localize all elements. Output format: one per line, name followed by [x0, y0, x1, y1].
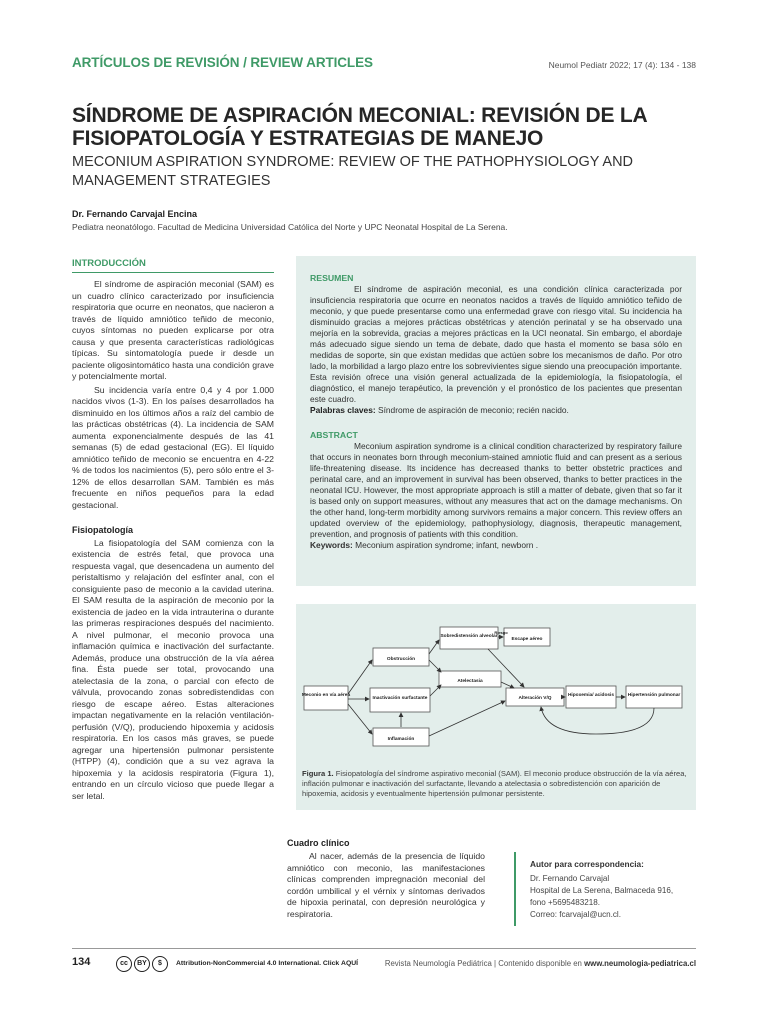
resumen-body: El síndrome de aspiración meconial, es una condición clínica caracterizada por insuficiencia respiratoria que ocurre en neonatos nacidos a través de líquido amniótico teñido de meconio, y que puede presentarse como una enfermedad grave con riesgo vital. Su incidencia ha disminuido gracias a mejores prácticas obstétricas y atención perinatal y se ha observado una mejoría en la sobrevida, gracias a mejores prácticas en la UCI neonatal. Sin embargo, el abordaje más adecuado sigue siendo un tema de debate, dado que hasta el momento se basa sólo en medidas de soporte, sin que existan medidas que actúen sobre los mecanismos de daño. Por otro lado, la morbilidad a largo plazo entre los sobrevivientes sigue siendo una preocupación importante. Esta revisión ofrece una visión general actualizada de la epidemiología, la fisiopatología, el diagnóstico, el manejo terapéutico, la prevención y el pronóstico de los pacientes que presentan este cuadro. — [310, 284, 682, 404]
correspondence-name: Dr. Fernando Carvajal — [530, 874, 610, 883]
label-obstruccion: Obstrucción — [386, 657, 416, 662]
author-name: Dr. Fernando Carvajal Encina — [72, 209, 198, 219]
journal-footer — [385, 959, 696, 968]
author-affiliation: Pediatra neonatólogo. Facultad de Medicina Universidad Católica del Norte y UPC Neonatal Hospital de La Serena. — [72, 222, 508, 232]
arrow-inactivacion-atelectasia — [430, 685, 441, 696]
correspondence-phone: fono +5695483218. — [530, 898, 600, 907]
correspondence-address: Hospital de La Serena, Balmaceda 916, — [530, 886, 674, 895]
intro-paragraph-1: El síndrome de aspiración meconial (SAM) es un cuadro clínico caracterizado por insuficiencia respiratoria que ocurre en neonatos, que nacieron a través de líquido amniótico teñido de meconio, cuyos síntomas no pueden explicarse por otra causa y que presenta características radiológicas típicas. Su sintomatología puede ir desde un paciente oligosintomático hasta una condición grave y potencialmente mortal. — [72, 279, 274, 381]
correspondence-email[interactable]: Correo: fcarvajal@ucn.cl. — [530, 910, 621, 919]
article-title-en: MECONIUM ASPIRATION SYNDROME: REVIEW OF THE PATHOPHYSIOLOGY AND MANAGEMENT STRATEGIES — [72, 154, 634, 189]
label-atelectasia: Atelectasia — [457, 679, 483, 684]
cc-nc-icon: $ — [152, 956, 168, 972]
label-sobredistension: Sobredistensión alveolar — [440, 634, 498, 639]
arrow-hipertension-loop — [541, 707, 654, 734]
cuadro-clinico-heading: Cuadro clínico — [287, 838, 350, 848]
intro-heading: INTRODUCCIÓN — [72, 258, 146, 269]
intro-divider — [72, 272, 274, 273]
cuadro-clinico-paragraph: Al nacer, además de la presencia de líquido amniótico con meconio, las manifestaciones clínicas comprenden impregnación meconial del cordón umbilical y el vérnix y síntomas derivados de hipoxia perinatal, con depresión neurológica y respiratoria. — [287, 851, 485, 919]
cc-license-icons — [116, 956, 168, 972]
resumen-keywords-text: Síndrome de aspiración de meconio; recién nacido. — [377, 405, 569, 415]
label-inactivacion: Inactivación surfactante — [372, 696, 428, 701]
left-column — [72, 279, 274, 802]
arrow-obstruccion-atelectasia — [429, 660, 441, 672]
footer-divider — [72, 948, 696, 949]
journal-url-link[interactable]: www.neumologia-pediatrica.cl — [584, 959, 696, 968]
article-title-es: SÍNDROME DE ASPIRACIÓN MECONIAL: REVISIÓN DE LA FISIOPATOLOGÍA Y ESTRATEGIAS DE MANEJO — [72, 104, 647, 150]
cc-by-icon: BY — [134, 956, 150, 972]
correspondence-box — [514, 852, 696, 926]
label-alteracion: Alteración V/Q — [518, 696, 552, 701]
label-hipoxemia: Hipoxemia/ acidosis — [567, 693, 615, 698]
fisiopatologia-heading: Fisiopatología — [72, 525, 134, 535]
abstract-keywords-text: Meconium aspiration syndrome; infant, newborn . — [355, 540, 539, 550]
arrow-obstruccion-sobredistension — [429, 640, 439, 654]
abstract-keywords-label: Keywords: — [310, 540, 353, 550]
node-meconio — [304, 686, 348, 710]
resumen-heading: RESUMEN — [310, 273, 354, 283]
figure-1-caption — [302, 769, 688, 799]
correspondence-heading: Autor para correspondencia: — [530, 859, 644, 869]
journal-citation: Neumol Pediatr 2022; 17 (4): 134 - 138 — [548, 60, 696, 70]
license-text — [176, 960, 358, 967]
arrow-inflamacion-alteracion — [429, 701, 505, 736]
section-tag: ARTÍCULOS DE REVISIÓN / REVIEW ARTICLES — [72, 55, 373, 70]
label-escape: Escape aéreo — [511, 637, 543, 642]
intro-paragraph-2: Su incidencia varía entre 0,4 y 4 por 1.000 nacidos vivos (1-3). En los países desarrollados ha disminuido en los últimos años a raíz del cambio de las prácticas obstétricas (4). La incidencia de SAM aumenta exponencialmente después de las 41 semanas (5) de edad gestacional (EG). El líquido amniótico teñido de meconio se encuentra en 4-22 % de todos los nacimientos (5), pero sólo entre el 3-12% de ellos desarrollan SAM. También es más frecuente en niños pequeños para la edad gestacional. — [72, 384, 274, 510]
fisiopatologia-paragraph: La fisiopatología del SAM comienza con la existencia de estrés fetal, que provoca una respuesta vagal, que desencadena un aumento del peristaltismo y relajación del esfínter anal, con el consiguiente paso de meconio a la cavidad uterina. El SAM resulta de la aspiración de meconio por la existencia de jadeo en la vida intrauterina o durante las primeras respiraciones después del nacimiento. A nivel pulmonar, el meconio provoca una inflamación química e inactivación del surfactante. Además, produce una obstrucción de la vía aérea fina. Ésta puede ser total, provocando una atelectasia de la zona, o parcial con efecto de válvula, provocando zonas sobredistendidas con riesgo de escape aéreo. Estas alteraciones impactan negativamente en la relación ventilación-perfusión (V/Q), produciendo hipoxemia y acidosis respiratoria. En los casos más graves, se puede agregar una hipertensión pulmonar persistente (HTPP) (4), condición que a su vez agrava la hipoxemia y la acidosis respiratoria (Figura 1), entrando en un círculo vicioso que puede llegar a ser letal. — [72, 537, 274, 801]
resumen-keywords — [310, 405, 682, 416]
abstract-panel — [296, 256, 696, 586]
license-label: Attribution-NonCommercial 4.0 International. Click — [176, 960, 340, 967]
resumen-keywords-label: Palabras claves: — [310, 405, 376, 415]
page-number: 134 — [72, 956, 91, 968]
arrow-meconio-obstruccion — [348, 660, 372, 694]
arrow-atelectasia-alteracion — [501, 682, 514, 688]
arrow-meconio-inflamacion — [348, 704, 372, 734]
label-hipertension: Hipertensión pulmonar — [627, 693, 681, 698]
abstract-keywords — [310, 540, 682, 551]
figure-caption-text: Fisiopatología del síndrome aspirativo meconial (SAM). El meconio produce obstrucción de la vía aérea, inflación pulmonar e inactivación del surfactante, llevando a atelectasia o sobredistención con aparición de hipoxemia, acidosis y eventualmente hipertensión pulmonar persistente. — [302, 769, 687, 798]
label-inflamacion: Inflamación — [387, 737, 415, 742]
label-meconio: Meconio en vía aérea — [301, 693, 351, 698]
abstract-heading: ABSTRACT — [310, 430, 358, 440]
figure-caption-label: Figura 1. — [302, 769, 334, 778]
creative-commons-icon: cc — [116, 956, 132, 972]
journal-footer-text: Revista Neumología Pediátrica | Contenido disponible en — [384, 959, 582, 968]
abstract-body: Meconium aspiration syndrome is a clinical condition characterized by respiratory failure that occurs in neonates born through meconium-stained amniotic fluid and can present as a serious life-threatening disease. Its incidence has decreased thanks to better obstetric practices and perinatal care, and an improvement in survival has been observed, thanks to better practices in the neonatal ICU. However, the most appropriate approach is still a matter of debate, given that so far it is based only on support measures, without any measures that act on the damage mechanisms. On the other hand, long-term morbidity among survivors remains a major concern. This review offers an updated overview of the epidemiology, pathophysiology, diagnosis, therapeutic management, prevention, and prognosis of patients with this condition. — [310, 441, 682, 539]
label-riesgo: Riesgo — [494, 630, 508, 635]
license-link[interactable]: AQUÍ — [341, 960, 359, 967]
